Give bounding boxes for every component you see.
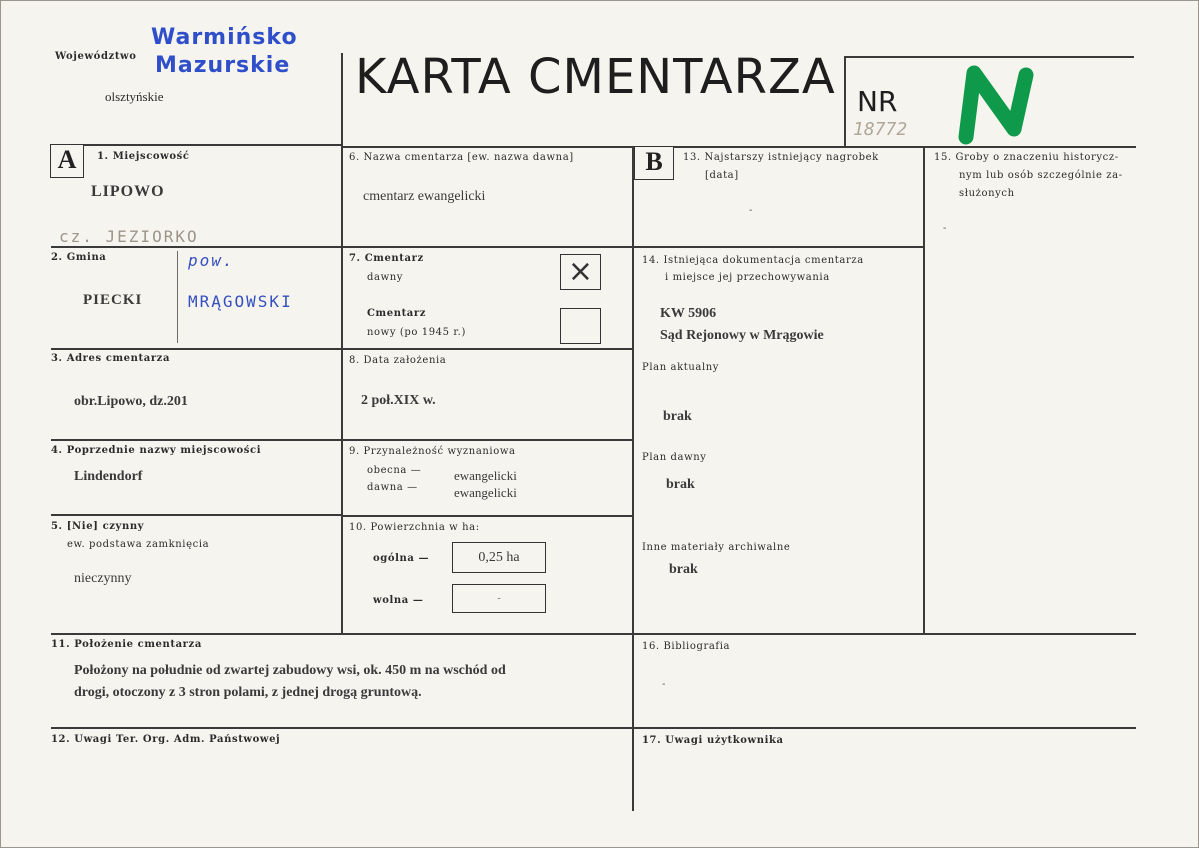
- f3-value: obr.Lipowo, dz.201: [74, 394, 188, 409]
- section-a-box: A: [50, 144, 84, 178]
- f11-label: 11. Położenie cmentarza: [51, 639, 202, 650]
- nr-handwritten: 18772: [853, 119, 908, 140]
- f2-hand-pow: pow.: [188, 251, 235, 270]
- f14-label2: i miejsce jej przechowywania: [665, 272, 830, 283]
- f8-value: 2 poł.XIX w.: [361, 393, 436, 408]
- f2-value: PIECKI: [83, 292, 143, 308]
- f7-label2: dawny: [367, 272, 404, 283]
- divider-col1: [341, 53, 343, 633]
- f7-new-checkbox[interactable]: [560, 308, 601, 344]
- old-voivodeship: olsztyńskie: [105, 89, 164, 104]
- f14-plan-current-label: Plan aktualny: [642, 362, 720, 373]
- f10-free-label: wolna —: [373, 595, 424, 606]
- f2-label: 2. Gmina: [51, 252, 107, 263]
- f15-value: -: [943, 223, 947, 234]
- divider-col3: [923, 146, 925, 633]
- f5-label1: 5. [Nie] czynny: [51, 521, 145, 532]
- nr-box-top: [844, 56, 1134, 58]
- header-rule-left: [51, 144, 341, 146]
- rule-f4-f5: [51, 514, 341, 516]
- f2-inner-divider: [177, 251, 178, 343]
- section-b-box: B: [634, 146, 674, 180]
- f6-value: cmentarz ewangelicki: [363, 189, 486, 204]
- f14-other-value: brak: [669, 562, 698, 577]
- f1-handwritten: cz. JEZIORKO: [59, 227, 199, 246]
- rule-f8-f9: [341, 439, 632, 441]
- card-title: KARTA CMENTARZA: [355, 49, 836, 105]
- f13-label2: [data]: [705, 170, 739, 181]
- f5-value: nieczynny: [74, 571, 132, 586]
- f9-former-value: ewangelicki: [454, 485, 517, 500]
- f3-label: 3. Adres cmentarza: [51, 353, 171, 364]
- f13-value: -: [749, 205, 753, 216]
- f10-total-label: ogólna —: [373, 553, 430, 564]
- voivodeship-stamp-line1: Warmińsko: [151, 25, 298, 50]
- f10-free-value[interactable]: -: [452, 584, 546, 613]
- f14-plan-old-value: brak: [666, 477, 695, 492]
- f1-value: LIPOWO: [91, 183, 165, 200]
- f14-other-label: Inne materiały archiwalne: [642, 542, 791, 553]
- f7-label3: Cmentarz: [367, 308, 427, 319]
- rule-row-11: [51, 633, 1136, 635]
- f16-label: 16. Bibliografia: [642, 641, 731, 652]
- f11-line1: Położony na południe od zwartej zabudowy wsi, ok. 450 m na wschód od: [74, 663, 506, 678]
- f5-label2: ew. podstawa zamknięcia: [67, 539, 210, 550]
- rule-f3-f4: [51, 439, 341, 441]
- f14-plan-old-label: Plan dawny: [642, 452, 707, 463]
- f7-label4: nowy (po 1945 r.): [367, 327, 466, 338]
- f6-label: 6. Nazwa cmentarza [ew. nazwa dawna]: [349, 152, 574, 163]
- rule-f9-f10: [341, 515, 632, 517]
- header-rule-right: [341, 146, 1136, 148]
- f9-current-value: ewangelicki: [454, 468, 517, 483]
- f1-label: 1. Miejscowość: [97, 151, 190, 162]
- rule-f7-f8: [341, 348, 632, 350]
- rule-f13-f14: [632, 246, 923, 248]
- f9-current-label: obecna —: [367, 465, 422, 476]
- f15-label2: nym lub osób szczególnie za-: [959, 170, 1123, 181]
- f17-label: 17. Uwagi użytkownika: [642, 735, 784, 746]
- rule-f1-f2: [51, 246, 341, 248]
- f14-value2: Sąd Rejonowy w Mrągowie: [660, 328, 824, 343]
- f11-line2: drogi, otoczony z 3 stron polami, z jednej drogą gruntową.: [74, 685, 422, 700]
- f16-value: -: [662, 679, 666, 690]
- nr-label: NR: [857, 85, 898, 118]
- f15-label3: służonych: [959, 188, 1015, 199]
- f4-label: 4. Poprzednie nazwy miejscowości: [51, 445, 262, 456]
- nr-box-left: [844, 56, 846, 146]
- f4-value: Lindendorf: [74, 469, 143, 484]
- f9-former-label: dawna —: [367, 482, 418, 493]
- f9-label: 9. Przynależność wyznaniowa: [349, 446, 516, 457]
- f13-label1: 13. Najstarszy istniejący nagrobek: [683, 152, 879, 163]
- green-marker-n: [956, 65, 1041, 145]
- f7-old-checkbox[interactable]: ×: [560, 254, 601, 290]
- rule-f2-f3: [51, 348, 341, 350]
- f2-hand-district: MRĄGOWSKI: [188, 292, 293, 311]
- f14-value1: KW 5906: [660, 306, 717, 321]
- f12-label: 12. Uwagi Ter. Org. Adm. Państwowej: [51, 734, 281, 745]
- rule-f6-f7: [341, 246, 632, 248]
- voivodeship-label: Województwo: [55, 51, 137, 62]
- f10-total-value[interactable]: 0,25 ha: [452, 542, 546, 573]
- f14-plan-current-value: brak: [663, 409, 692, 424]
- rule-row-12: [51, 727, 1136, 729]
- f10-label: 10. Powierzchnia w ha:: [349, 522, 480, 533]
- voivodeship-stamp-line2: Mazurskie: [155, 53, 291, 78]
- f8-label: 8. Data założenia: [349, 355, 447, 366]
- f15-label1: 15. Groby o znaczeniu historycz-: [934, 152, 1119, 163]
- f7-label1: 7. Cmentarz: [349, 253, 424, 264]
- f14-label1: 14. Istniejąca dokumentacja cmentarza: [642, 255, 864, 266]
